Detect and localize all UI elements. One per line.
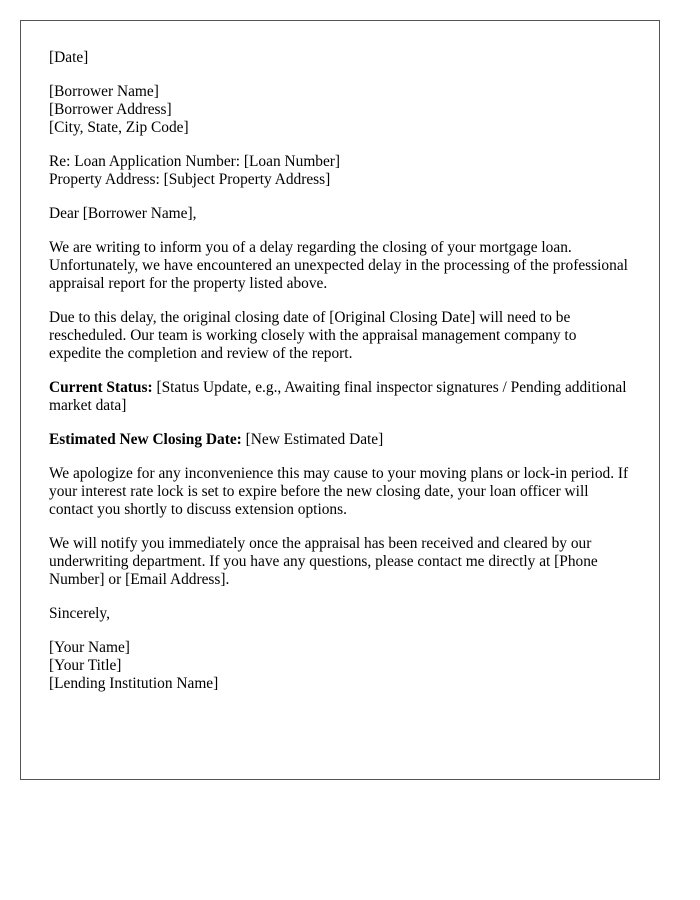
current-status-label: Current Status: <box>49 379 153 396</box>
body-paragraph-delay-notice: We are writing to inform you of a delay regarding the closing of your mortgage loan. Unfortunately, we have encountered an unexpected delay in the processing of the professional appraisal report for the property listed above. <box>49 239 628 292</box>
signer-name: [Your Name] <box>49 639 130 656</box>
property-reference-line: Property Address: [Subject Property Address] <box>49 171 331 188</box>
letter-document <box>20 20 660 780</box>
recipient-address: [Borrower Address] <box>49 101 172 118</box>
complimentary-closing: Sincerely, <box>49 605 110 622</box>
signer-institution: [Lending Institution Name] <box>49 675 219 692</box>
current-status-paragraph <box>49 379 631 415</box>
reference-block <box>49 153 631 189</box>
signer-title: [Your Title] <box>49 657 122 674</box>
closing-date-text: [New Estimated Date] <box>241 431 384 448</box>
recipient-name: [Borrower Name] <box>49 83 159 100</box>
signature-block <box>49 639 631 693</box>
body-paragraph-reschedule: Due to this delay, the original closing date of [Original Closing Date] will need to be rescheduled. Our team is working closely with the appraisal management company to expedite the completion and review of the report. <box>49 309 577 362</box>
loan-reference-line: Re: Loan Application Number: [Loan Number] <box>49 153 341 170</box>
body-paragraph-contact: We will notify you immediately once the appraisal has been received and cleared by our underwriting department. If you have any questions, please contact me directly at [Phone Number] or [Email Address]. <box>49 535 598 588</box>
closing-date-label: Estimated New Closing Date: <box>49 431 242 448</box>
recipient-address-block <box>49 83 631 137</box>
recipient-city-state-zip: [City, State, Zip Code] <box>49 119 189 136</box>
body-paragraph-apology: We apologize for any inconvenience this may cause to your moving plans or lock-in period. If your interest rate lock is set to expire before the new closing date, your loan officer will contact you shortly to discuss extension options. <box>49 465 629 518</box>
salutation: Dear [Borrower Name], <box>49 205 197 222</box>
closing-date-paragraph <box>49 431 631 449</box>
current-status-text: [Status Update, e.g., Awaiting final inspector signatures / Pending additional market data] <box>49 379 627 414</box>
letter-date: [Date] <box>49 49 89 66</box>
